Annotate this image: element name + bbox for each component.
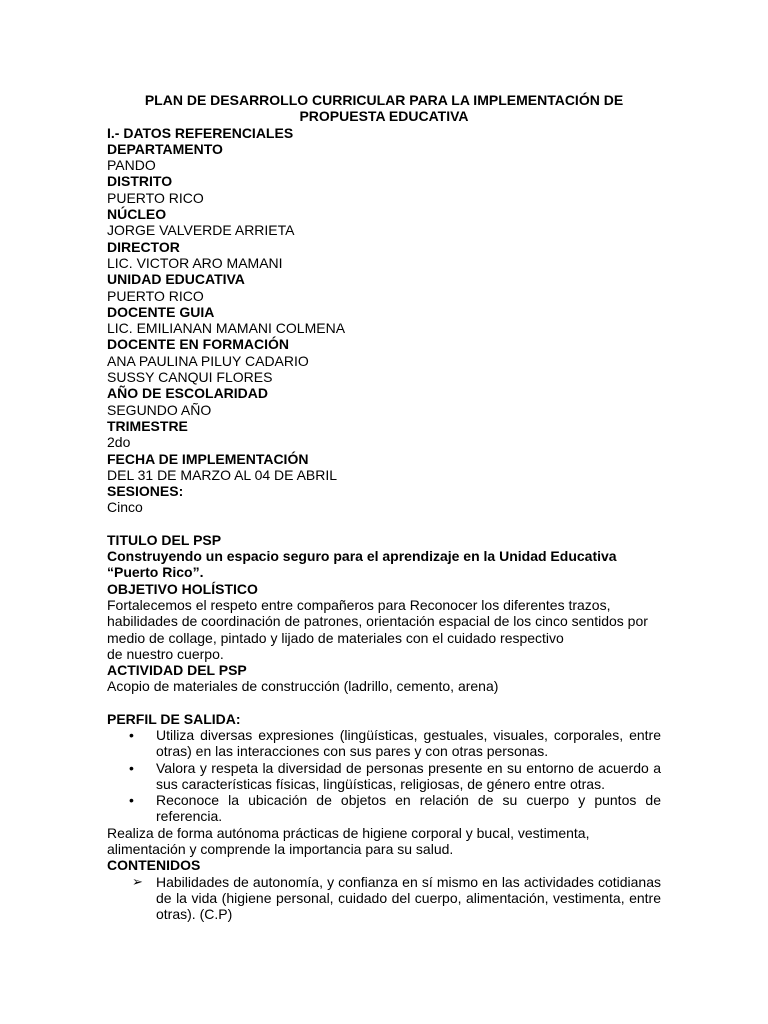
perfil-item-text: Utiliza diversas expresiones (lingüísticas, gestuales, visuales, corporales, entre otras) en las interacciones con sus pares y con otras personas. xyxy=(156,726,661,760)
perfil-item-text: Valora y respeta la diversidad de personas presente en su entorno de acuerdo a sus características físicas, lingüísticas, religiosas, de género entre otras. xyxy=(156,759,661,792)
document-title: PLAN DE DESARROLLO CURRICULAR PARA LA IMPLEMENTACIÓN DE PROPUESTA EDUCATIVA xyxy=(144,92,624,125)
value-nucleo: JORGE VALVERDE ARRIETA xyxy=(107,222,295,239)
bullet-icon: • xyxy=(129,726,134,743)
value-anio-escolaridad: SEGUNDO AÑO xyxy=(107,401,212,418)
objetivo-line-3: medio de collage, pintado y lijado de materiales con el cuidado respectivo xyxy=(107,629,564,646)
document-page xyxy=(107,92,661,923)
value-unidad-educativa: PUERTO RICO xyxy=(107,287,204,304)
value-fecha-implementacion: DEL 31 DE MARZO AL 04 DE ABRIL xyxy=(107,466,338,483)
spacer xyxy=(107,516,661,532)
label-docente-guia: DOCENTE GUIA xyxy=(107,303,215,320)
label-perfil-salida: PERFIL DE SALIDA: xyxy=(107,710,241,727)
label-objetivo-holistico: OBJETIVO HOLÍSTICO xyxy=(107,580,258,597)
label-trimestre: TRIMESTRE xyxy=(107,417,188,434)
list-item xyxy=(107,727,661,760)
contenidos-list xyxy=(107,874,661,923)
label-sesiones: SESIONES: xyxy=(107,483,184,500)
objetivo-line-2: habilidades de coordinación de patrones, orientación espacial de los cinco sentidos por xyxy=(107,613,648,630)
value-distrito: PUERTO RICO xyxy=(107,189,204,206)
list-item xyxy=(107,874,661,923)
value-docente-formacion-2: SUSSY CANQUI FLORES xyxy=(107,369,273,386)
objetivo-line-1: Fortalecemos el respeto entre compañeros para Reconocer los diferentes trazos, xyxy=(107,596,611,613)
label-contenidos: CONTENIDOS xyxy=(107,857,201,874)
value-director: LIC. VICTOR ARO MAMANI xyxy=(107,254,283,271)
value-docente-formacion-1: ANA PAULINA PILUY CADARIO xyxy=(107,352,309,369)
list-item xyxy=(107,792,661,825)
label-departamento: DEPARTAMENTO xyxy=(107,140,223,157)
value-titulo-psp: Construyendo un espacio seguro para el aprendizaje en la Unidad Educativa “Puerto Rico”. xyxy=(107,548,617,581)
label-director: DIRECTOR xyxy=(107,238,180,255)
list-item xyxy=(107,760,661,793)
label-fecha-implementacion: FECHA DE IMPLEMENTACIÓN xyxy=(107,450,309,467)
label-titulo-psp: TITULO DEL PSP xyxy=(107,531,222,548)
value-departamento: PANDO xyxy=(107,157,156,174)
perfil-item-text: Reconoce la ubicación de objetos en relación de su cuerpo y puntos de referencia. xyxy=(156,792,661,825)
contenidos-item-text: Habilidades de autonomía, y confianza en sí mismo en las actividades cotidianas de la vida (higiene personal, cuidado del cuerpo, alimentación, vestimenta, entre otras). (C.P) xyxy=(156,873,661,923)
section-heading-datos: I.- DATOS REFERENCIALES xyxy=(107,124,294,141)
spacer xyxy=(107,695,661,711)
perfil-list xyxy=(107,727,661,825)
perfil-after-line-1: Realiza de forma autónoma prácticas de higiene corporal y bucal, vestimenta, xyxy=(107,824,590,841)
bullet-icon: • xyxy=(129,759,134,776)
label-actividad-psp: ACTIVIDAD DEL PSP xyxy=(107,662,247,679)
bullet-icon: • xyxy=(129,792,134,809)
label-nucleo: NÚCLEO xyxy=(107,206,167,223)
value-sesiones: Cinco xyxy=(107,499,143,516)
perfil-after-line-2: alimentación y comprende la importancia para su salud. xyxy=(107,841,454,858)
label-docente-formacion: DOCENTE EN FORMACIÓN xyxy=(107,336,289,353)
label-distrito: DISTRITO xyxy=(107,173,173,190)
objetivo-line-4: de nuestro cuerpo. xyxy=(107,645,224,662)
value-docente-guia: LIC. EMILIANAN MAMANI COLMENA xyxy=(107,320,346,337)
label-anio-escolaridad: AÑO DE ESCOLARIDAD xyxy=(107,385,269,402)
label-unidad-educativa: UNIDAD EDUCATIVA xyxy=(107,271,245,288)
value-actividad-psp: Acopio de materiales de construcción (ladrillo, cemento, arena) xyxy=(107,678,499,695)
arrow-bullet-icon: ➢ xyxy=(132,873,143,889)
value-trimestre: 2do xyxy=(107,434,131,451)
